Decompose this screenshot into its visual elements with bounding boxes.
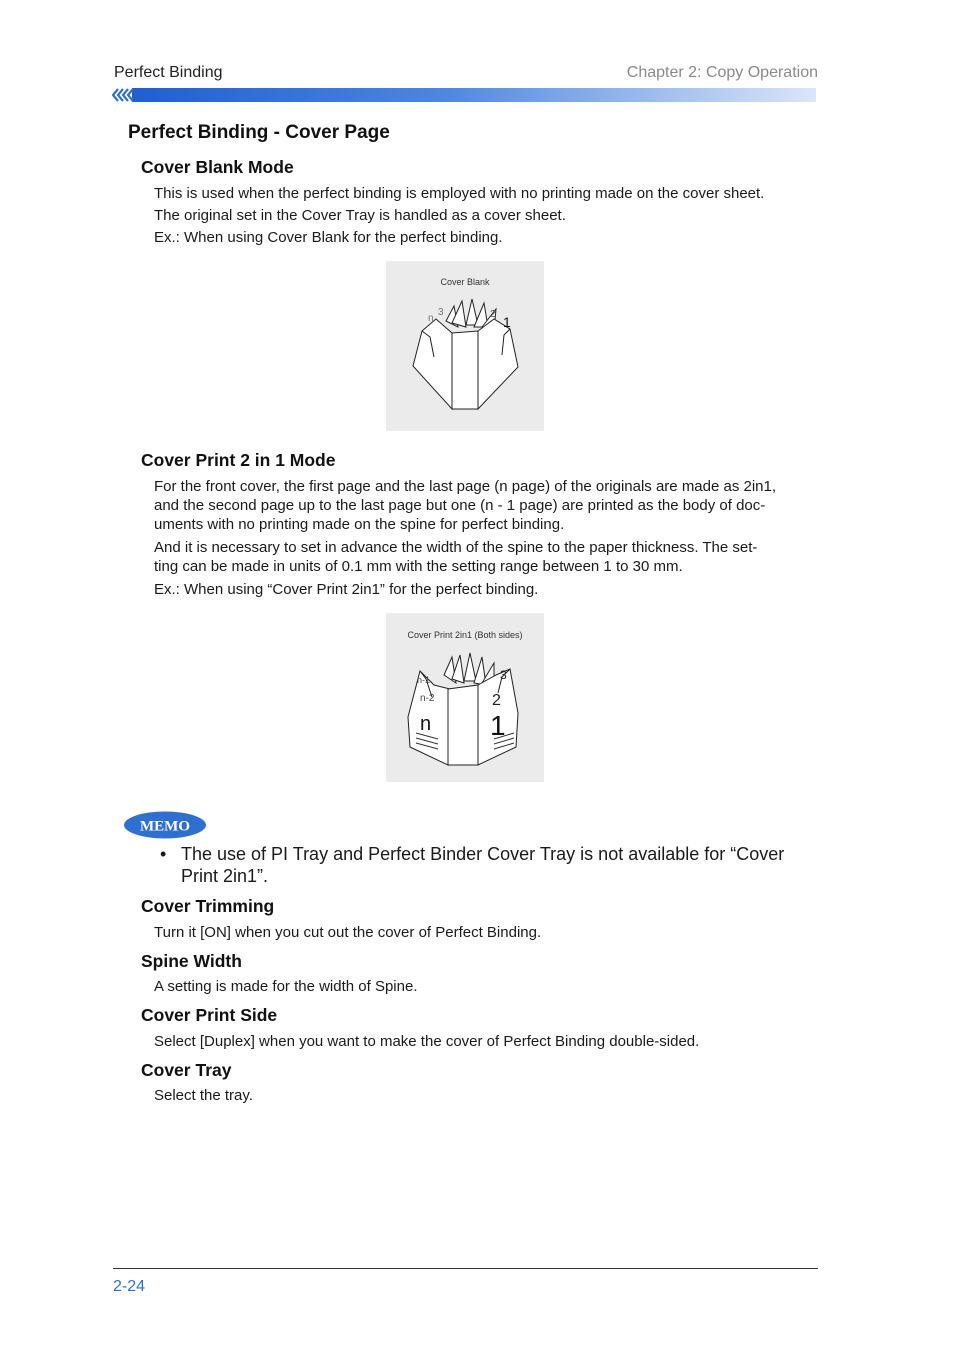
fig2-label-n: n xyxy=(420,713,432,735)
page-number: 2-24 xyxy=(113,1278,146,1295)
cover-blank-line-3: Ex.: When using Cover Blank for the perfect binding. xyxy=(154,229,503,246)
cover-print-para1-line3: uments with no printing made on the spine for perfect binding. xyxy=(154,516,565,533)
fig1-label-2: 2 xyxy=(490,309,496,320)
chevrons-icon xyxy=(113,89,133,101)
booklet-2in1-illustration xyxy=(386,613,544,782)
footer-rule xyxy=(113,1268,818,1269)
running-header-chapter: Chapter 2: Copy Operation xyxy=(626,64,818,81)
heading-cover-blank-mode: Cover Blank Mode xyxy=(141,157,294,177)
cover-trimming-text: Turn it [ON] when you cut out the cover of Perfect Binding. xyxy=(154,924,542,941)
cover-print-para1-line2: and the second page up to the last page but one (n - 1 page) are printed as the body of doc- xyxy=(154,497,766,514)
fig1-label-3: 3 xyxy=(438,307,444,318)
cover-print-figure xyxy=(386,613,544,782)
heading-cover-print-side: Cover Print Side xyxy=(141,1005,278,1025)
bullet-icon: • xyxy=(160,844,167,864)
page-title: Perfect Binding - Cover Page xyxy=(128,122,390,143)
heading-cover-trimming: Cover Trimming xyxy=(141,896,275,916)
cover-blank-line-2: The original set in the Cover Tray is handled as a cover sheet. xyxy=(154,207,566,224)
cover-print-para1-line1: For the front cover, the first page and the last page (n page) of the originals are made as 2in1, xyxy=(154,478,777,495)
fig1-label-1: 1 xyxy=(503,314,511,330)
spine-width-text: A setting is made for the width of Spine. xyxy=(154,978,418,995)
heading-cover-print-2in1: Cover Print 2 in 1 Mode xyxy=(141,450,336,470)
fig2-label-1: 1 xyxy=(490,710,506,741)
heading-spine-width: Spine Width xyxy=(141,951,242,971)
heading-cover-tray: Cover Tray xyxy=(141,1060,232,1080)
cover-print-para2-line2: ting can be made in units of 0.1 mm with the setting range between 1 to 30 mm. xyxy=(154,558,683,575)
cover-print-example: Ex.: When using “Cover Print 2in1” for the perfect binding. xyxy=(154,581,539,598)
memo-badge-label: MEMO xyxy=(140,818,190,835)
booklet-illustration xyxy=(386,261,544,431)
cover-blank-figure xyxy=(386,261,544,431)
cover-blank-line-1: This is used when the perfect binding is employed with no printing made on the cover sheet. xyxy=(154,185,765,202)
memo-badge xyxy=(122,810,212,840)
cover-tray-text: Select the tray. xyxy=(154,1087,253,1104)
memo-bullet-text: The use of PI Tray and Perfect Binder Cover Tray is not available for “Cover Print 2in1”. xyxy=(181,844,785,886)
running-header-section: Perfect Binding xyxy=(114,64,223,81)
cover-blank-figure-caption: Cover Blank xyxy=(440,277,490,287)
cover-print-figure-caption: Cover Print 2in1 (Both sides) xyxy=(407,630,523,640)
fig2-label-2: 2 xyxy=(492,692,501,709)
fig1-label-n: n xyxy=(428,313,434,324)
fig2-label-n-2: n-2 xyxy=(420,693,435,704)
header-gradient-bar xyxy=(112,88,816,102)
fig2-label-3: 3 xyxy=(500,668,507,682)
cover-print-para2-line1: And it is necessary to set in advance the width of the spine to the paper thickness. The set- xyxy=(154,539,758,556)
fig2-label-n-1: n-1 xyxy=(417,675,431,685)
cover-print-side-text: Select [Duplex] when you want to make the cover of Perfect Binding double-sided. xyxy=(154,1033,700,1050)
